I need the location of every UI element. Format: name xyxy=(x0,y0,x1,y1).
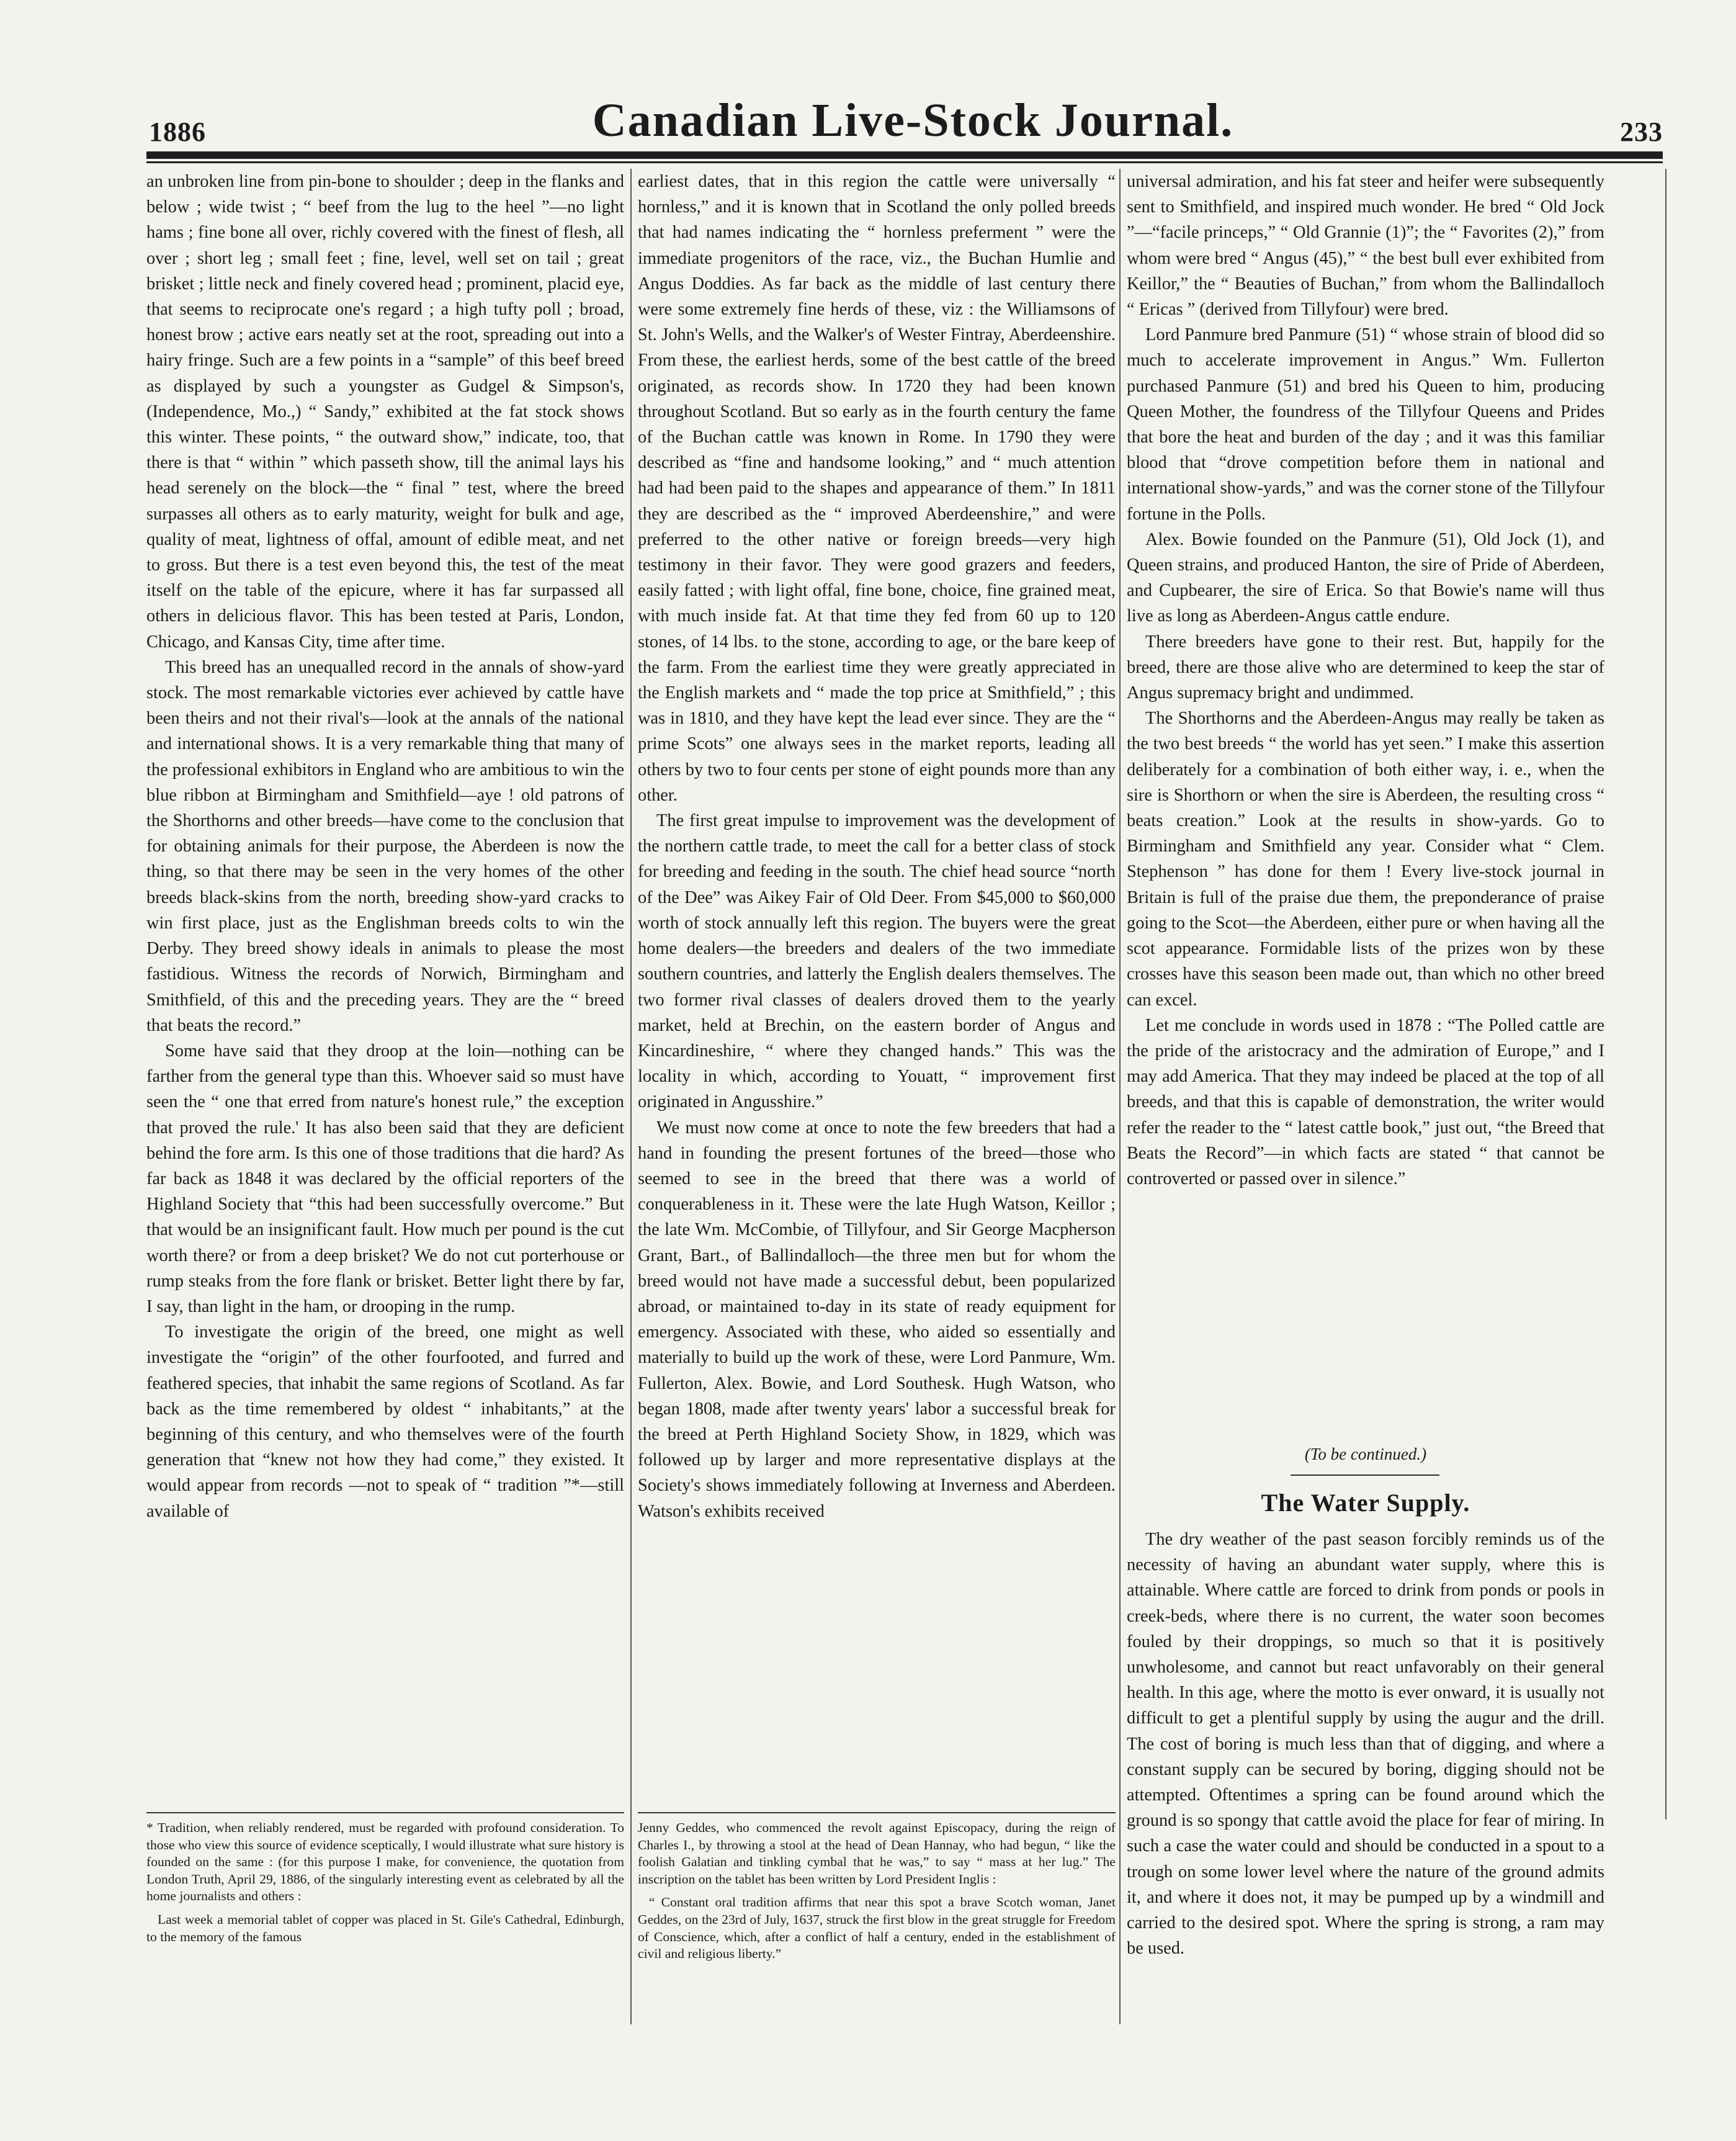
footnotes-column-2 xyxy=(638,1820,1116,1969)
footnote-rule xyxy=(638,1812,1116,1813)
paragraph: This breed has an unequalled record in the annals of show-yard stock. The most remarkable victories ever achieved by cattle have been theirs and not their rival's—look at the annals of the national and international shows. It is a very remarkable thing that many of the professional exhibitors in England who are ambitious to win the blue ribbon at Birmingham and Smithfield—aye ! old patrons of the Shorthorns and other breeds—have come to the conclusion that for obtaining animals for their purpose, the Aberdeen is now the thing, so that there may be seen in the very homes of the other breeds black-skins from the north, breeding show-yard cracks to win first place, just as the Englishman breeds colts to win the Derby. They breed showy ideals in animals to please the most fastidious. Witness the records of Norwich, Birmingham and Smithfield, of this and the preceding years. They are the “ breed that beats the record.” xyxy=(146,657,624,1035)
paragraph: The Shorthorns and the Aberdeen-Angus may really be taken as the two best breeds “ the world has yet seen.” I make this assertion deliberately for a combination of both either way, i. e., when the sire is Shorthorn or when the sire is Aberdeen, the resulting cross “ beats creation.” Look at the results in show-yards. Go to Birmingham and Smithfield any year. Consider what “ Clem. Stephenson ” has done for them ! Every live-stock journal in Britain is full of the praise due them, the preponderance of praise going to the Scot—the Aberdeen, either pure or when having all the scot appearance. Formidable lists of the prizes won by these crosses have this season been made out, than which no other breed can excel. xyxy=(1127,709,1604,1010)
paragraph: Let me conclude in words used in 1878 : “The Polled cattle are the pride of the aristocracy and the admiration of Europe,” and I may add America. That they may indeed be placed at the top of all breeds, and that this is capable of demonstration, the writer would refer the reader to the “ latest cattle book,” just out, “the Breed that Beats the Record”—in which facts are stated “ that cannot be controverted or passed over in silence.” xyxy=(1127,1015,1604,1188)
column-1 xyxy=(146,169,624,1524)
paragraph: There breeders have gone to their rest. But, happily for the breed, there are those alive who are determined to keep the star of Angus supremacy bright and undimmed. xyxy=(1127,632,1604,703)
year-label: 1886 xyxy=(149,117,206,147)
paragraph: an unbroken line from pin-bone to shoulder ; deep in the flanks and below ; wide twist ; “ beef from the lug to the heel ”—no light hams ; fine bone all over, richly covered with the finest of flesh, all over ; short leg ; small feet ; fine, level, well set on tail ; great brisket ; little neck and finely covered head ; prominent, placid eye, that seems to reciprocate one's regard ; a high tufty poll ; broad, honest brow ; active ears neatly set at the root, spreading out into a hairy fringe. Such are a few points in a “sample” of this beef breed as displayed by such a youngster as Gudgel & Simpson's, (Independence, Mo.,) “ Sandy,” exhibited at the fat stock shows this winter. These points, “ the outward show,” indicate, too, that there is that “ within ” which passeth show, till the animal lays his head serenely on the block—the “ final ” test, where the breed surpasses all others as to early maturity, weight for bulk and age, quality of meat, lightness of offal, amount of edible meat, and net to gross. But there is a test even beyond this, the test of the meat itself on the table of the epicure, where it has far surpassed all others in delicious flavor. This has been tested at Paris, London, Chicago, and Kansas City, time after time. xyxy=(146,172,624,652)
footnotes-column-1 xyxy=(146,1820,624,1952)
paragraph: Some have said that they droop at the loin—nothing can be farther from the general type than this. Whoever said so must have seen the “ one that erred from nature's honest rule,” the exception that proved the rule.' It has also been said that they are deficient behind the fore arm. Is this one of those traditions that die hard? As far back as 1848 it was declared by the official reporters of the Highland Society that “this had been successfully overcome.” But that would be an insignificant fault. How much per pound is the cut worth there? or from a deep brisket? We do not cut porterhouse or rump steaks from the fore flank or brisket. Better light there by far, I say, than light in the ham, or drooping in the rump. xyxy=(146,1041,624,1316)
paragraph: The dry weather of the past season forcibly reminds us of the necessity of having an abundant water supply, where this is attainable. Where cattle are forced to drink from ponds or pools in creek-beds, where there is no current, the water soon becomes fouled by their droppings, so much so that it is positively unwholesome, and cannot but react unfavorably on their general health. In this age, where the motto is ever onward, it is usually not difficult to get a plentiful supply by using the augur and the drill. The cost of boring is much less than that of digging, and where a constant supply can be secured by boring, digging should not be attempted. Oftentimes a spring can be found around which the ground is so spongy that cattle avoid the place for fear of miring. In such a case the water could and should be conducted in a spout to a trough on some lower level where the nature of the ground admits it, and where it does not, it may be pumped up by a windmill and carried to the desired spot. Where the spring is strong, a ram may be used. xyxy=(1127,1530,1604,1959)
column-3 xyxy=(1127,169,1604,1192)
section-rule xyxy=(1291,1474,1439,1476)
column-divider xyxy=(1665,169,1667,1820)
paragraph: Alex. Bowie founded on the Panmure (51), Old Jock (1), and Queen strains, and produced Hanton, the sire of Pride of Aberdeen, and Cupbearer, the sire of Erica. So that Bowie's name will thus live as long as Aberdeen-Angus cattle endure. xyxy=(1127,529,1604,626)
footnote: “ Constant oral tradition affirms that near this spot a brave Scotch woman, Janet Geddes, on the 23rd of July, 1637, struck the first blow in the great struggle for Freedom of Conscience, which, after a conflict of half a century, ended in the establishment of civil and religious liberty.” xyxy=(638,1895,1116,1962)
footnote: Last week a memorial tablet of copper was placed in St. Gile's Cathedral, Edinburgh, to the memory of the famous xyxy=(146,1911,624,1944)
water-supply-article xyxy=(1127,1527,1604,1961)
to-be-continued: (To be continued.) xyxy=(1304,1445,1427,1463)
column-divider xyxy=(630,169,632,2024)
footnote: Jenny Geddes, who commenced the revolt against Episcopacy, during the reign of Charles I., by throwing a stool at the head of Dean Hannay, who had begun, “ like the foolish Galatian and tinkling cymbal that he was,” to say “ mass at her lug.” The inscription on the tablet has been written by Lord President Inglis : xyxy=(638,1820,1116,1887)
paragraph: Lord Panmure bred Panmure (51) “ whose strain of blood did so much to accelerate improvement in Angus.” Wm. Fullerton purchased Panmure (51) and bred his Queen to him, producing Queen Mother, the foundress of the Tillyfour Queens and Prides that bore the heat and burden of the day ; and it was this familiar blood that “drove competition before them in national and international show-yards,” and was the corner stone of the Tillyfour fortune in the Polls. xyxy=(1127,325,1604,524)
column-divider xyxy=(1119,169,1121,2024)
header-rule-thin xyxy=(146,161,1663,163)
paragraph: We must now come at once to note the few breeders that had a hand in founding the present fortunes of the breed—those who seemed to see in the breed that there was a world of conquerableness in it. These were the late Hugh Watson, Keillor ; the late Wm. McCombie, of Tillyfour, and Sir George Macpherson Grant, Bart., of Ballindalloch—the three men but for whom the breed would not have made a successful debut, been popularized abroad, or maintained to-day in its state of ready equipment for emergency. Associated with these, who aided so essentially and materially to build up the work of these, were Lord Panmure, Wm. Fullerton, Alex. Bowie, and Lord Southesk. Hugh Watson, who began 1808, made after twenty years' labor a successful break for the breed at Perth Highland Society Show, in 1829, which was followed up by larger and more representative displays at the Society's shows immediately following at Inverness and Aberdeen. Watson's exhibits received xyxy=(638,1118,1116,1521)
paragraph: To investigate the origin of the breed, one might as well investigate the “origin” of the other fourfooted, and furred and feathered species, that inhabit the same regions of Scotland. As far back as the time remembered by oldest “ inhabitants,” at the beginning of this century, and who themselves were of the fourth generation that “knew not how they had come,” they existed. It would appear from records —not to speak of “ tradition ”*—still available of xyxy=(146,1322,624,1521)
section-title: The Water Supply. xyxy=(1261,1489,1470,1517)
paragraph: earliest dates, that in this region the cattle were universally “ hornless,” and it is known that in Scotland the only polled breeds that had names indicating the “ hornless preferment ” were the immediate progenitors of the race, viz., the Buchan Humlie and Angus Doddies. As far back as the middle of last century there were some extremely fine herds of these, viz : the Williamsons of St. John's Wells, and the Walker's of Wester Fintray, Aberdeenshire. From these, the earliest herds, some of the best cattle of the breed originated, as records show. In 1720 they had been known throughout Scotland. But so early as in the fourth century the fame of the Buchan cattle was known in Rome. In 1790 they were described as “fine and handsome looking,” and “ much attention had had been paid to the shapes and appearance of them.” In 1811 they are described as the “ improved Aberdeenshire,” and were preferred to the other native or foreign breeds—very high testimony in their favor. They were good grazers and feeders, easily fatted ; with light offal, fine bone, choice, fine grained meat, with much inside fat. At that time they fed from 60 up to 120 stones, of 14 lbs. to the stone, according to age, or the bare keep of the farm. From the earliest time they were greatly appreciated in the English markets and “ made the top price at Smithfield,” ; this was in 1810, and they have kept the lead ever since. They are the “ prime Scots” one always sees in the market reports, leading all others by two to four cents per stone of eight pounds more than any other. xyxy=(638,172,1116,805)
header-rule xyxy=(146,151,1663,159)
page-header xyxy=(149,79,1663,148)
footnote-rule xyxy=(146,1812,624,1813)
paragraph: universal admiration, and his fat steer and heifer were subsequently sent to Smithfield, and inspired much wonder. He bred “ Old Jock ”—“facile princeps,” “ Old Grannie (1)”; the “ Favorites (2),” from whom were bred “ Angus (45),” “ the best bull ever exhibited from Keillor,” the “ Beauties of Buchan,” from whom the Ballindalloch “ Ericas ” (derived from Tillyfour) were bred. xyxy=(1127,172,1604,320)
footnote: * Tradition, when reliably rendered, must be regarded with profound consideration. To those who view this source of evidence sceptically, I would illustrate what sure history is founded on the same : (for this purpose I make, for convenience, the quotation from London Truth, April 29, 1886, of the singularly interesting event as celebrated by all the home journalists and others : xyxy=(146,1820,624,1904)
journal-title: Canadian Live-Stock Journal. xyxy=(592,94,1234,146)
page-number: 233 xyxy=(1619,117,1663,147)
paragraph: The first great impulse to improvement was the development of the northern cattle trade, to meet the call for a better class of stock for breeding and feeding in the south. The chief head source “north of the Dee” was Aikey Fair of Old Deer. From $45,000 to $60,000 worth of stock annually left this region. The buyers were the great home dealers—the breeders and dealers of the two immediate southern countries, and latterly the English dealers themselves. The two former rival classes of dealers droved them to the yearly market, held at Brechin, on the eastern border of Angus and Kincardineshire, “ where they changed hands.” This was the locality in which, according to Youatt, “ improvement first originated in Angusshire.” xyxy=(638,811,1116,1112)
column-2 xyxy=(638,169,1116,1524)
